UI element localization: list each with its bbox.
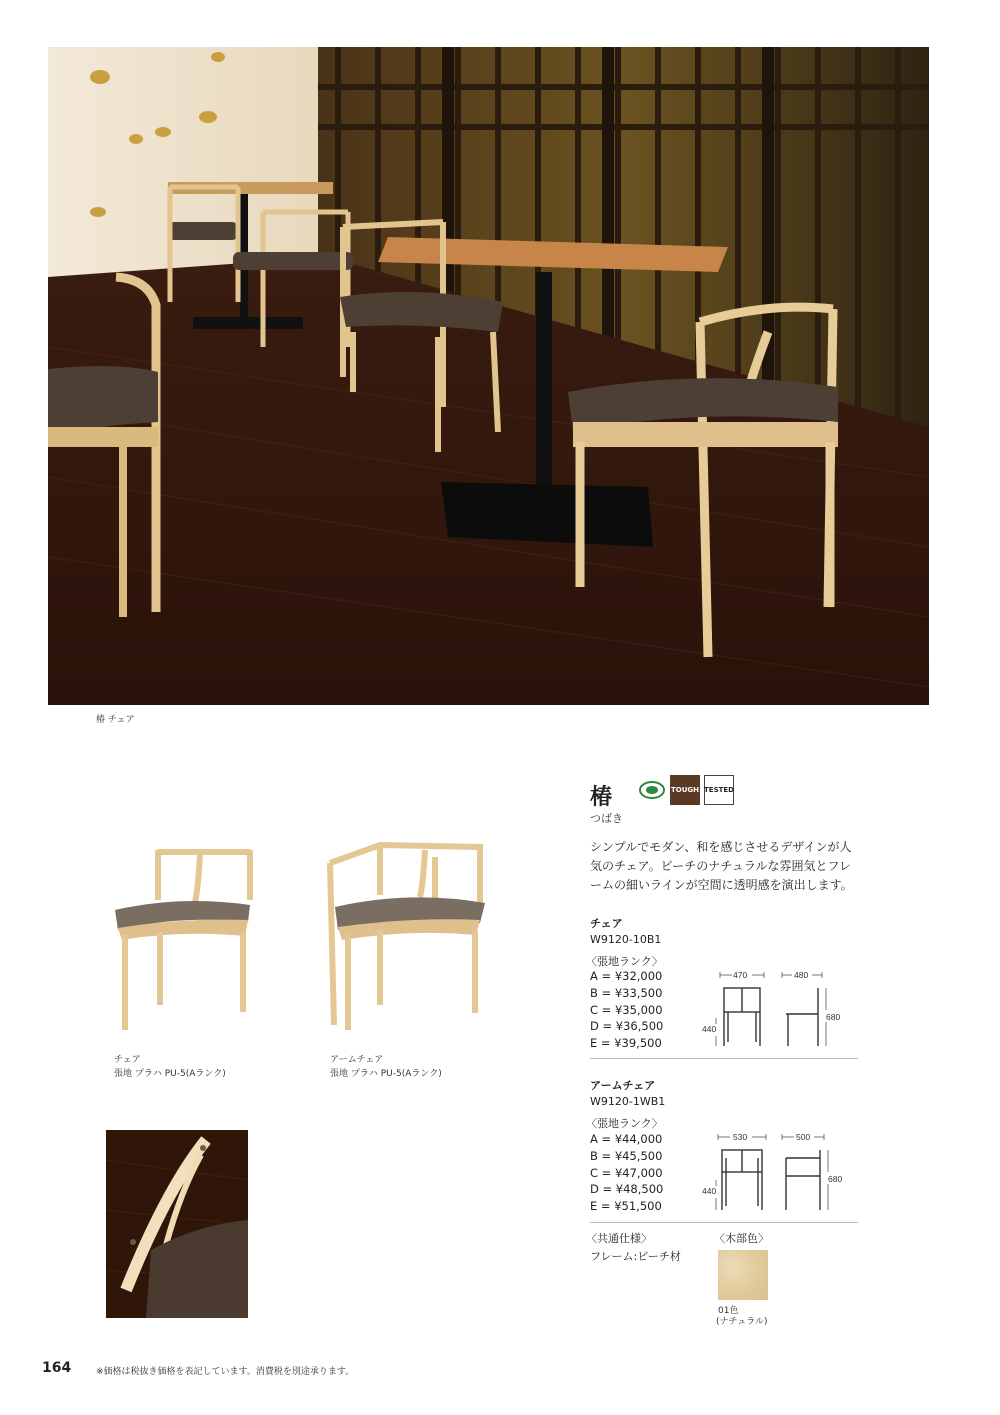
armchair-price-b: B = ¥45,500 — [590, 1148, 663, 1163]
divider — [590, 1222, 858, 1223]
armchair-price-c: C = ¥47,000 — [590, 1165, 663, 1180]
wood-color-heading: 〈木部色〉 — [714, 1232, 769, 1245]
chair-price-b: B = ¥33,500 — [590, 985, 663, 1000]
photo-caption: 椿 チェア — [96, 715, 135, 725]
chair-height-label: 680 — [826, 1012, 841, 1022]
common-spec-heading: 〈共通仕様〉 — [586, 1232, 652, 1245]
chair-price-d: D = ¥36,500 — [590, 1019, 664, 1034]
armchair-model: W9120-1WB1 — [590, 1095, 666, 1108]
armchair-depth-label: 500 — [796, 1132, 811, 1142]
chair-caption-line2: 張地 プラハ PU-5(Aランク) — [114, 1069, 226, 1079]
chair-rank-heading: 〈張地ランク〉 — [586, 955, 663, 968]
tough-badge: TOUGH — [670, 775, 700, 805]
armchair-caption-line2: 張地 プラハ PU-5(Aランク) — [330, 1069, 442, 1079]
page-number: 164 — [42, 1360, 72, 1376]
chair-depth-label: 480 — [794, 970, 809, 980]
frame-material: フレーム:ビーチ材 — [590, 1250, 681, 1263]
chair-price-list — [590, 968, 663, 1052]
armchair-height-label: 680 — [828, 1174, 843, 1184]
product-description: シンプルでモダン、和を感じさせるデザインが人気のチェア。ビーチのナチュラルな雰囲気とフレームの細いラインが空間に透明感を演出します。 — [590, 840, 853, 892]
armchair-heading: アームチェア — [590, 1079, 656, 1092]
tested-badge: TESTED — [704, 775, 734, 805]
armchair-dimension-drawing — [700, 1128, 850, 1214]
wood-color-code: 01色 — [718, 1306, 739, 1316]
armchair-width-label: 530 — [733, 1132, 748, 1142]
armchair-price-list — [590, 1131, 663, 1215]
detail-photo — [106, 1130, 248, 1318]
armchair-price-d: D = ¥48,500 — [590, 1182, 664, 1197]
green-mark-icon — [638, 780, 666, 800]
hero-photo — [48, 47, 929, 705]
chair-dimension-drawing — [700, 966, 850, 1050]
armchair-seat-height-label: 440 — [702, 1186, 717, 1196]
product-name: 椿 — [590, 784, 613, 810]
armchair-price-a: A = ¥44,000 — [590, 1132, 663, 1146]
armchair-image — [320, 835, 500, 1040]
chair-price-c: C = ¥35,000 — [590, 1002, 663, 1017]
chair-price-a: A = ¥32,000 — [590, 969, 663, 983]
divider — [590, 1058, 858, 1059]
product-reading: つばき — [590, 812, 623, 825]
armchair-rank-heading: 〈張地ランク〉 — [586, 1117, 663, 1130]
wood-color-swatch — [718, 1250, 768, 1300]
price-note: ※価格は税抜き価格を表記しています。消費税を別途承ります。 — [96, 1367, 355, 1377]
certification-badges — [638, 775, 734, 805]
armchair-caption-line1: アームチェア — [330, 1055, 384, 1065]
chair-model: W9120-10B1 — [590, 933, 662, 946]
chair-image — [100, 840, 270, 1040]
chair-price-e: E = ¥39,500 — [590, 1036, 662, 1051]
wood-color-name: (ナチュラル) — [716, 1317, 768, 1327]
chair-width-label: 470 — [733, 970, 748, 980]
chair-seat-height-label: 440 — [702, 1024, 717, 1034]
chair-heading: チェア — [590, 917, 623, 930]
chair-caption-line1: チェア — [114, 1055, 141, 1065]
armchair-price-e: E = ¥51,500 — [590, 1199, 662, 1214]
